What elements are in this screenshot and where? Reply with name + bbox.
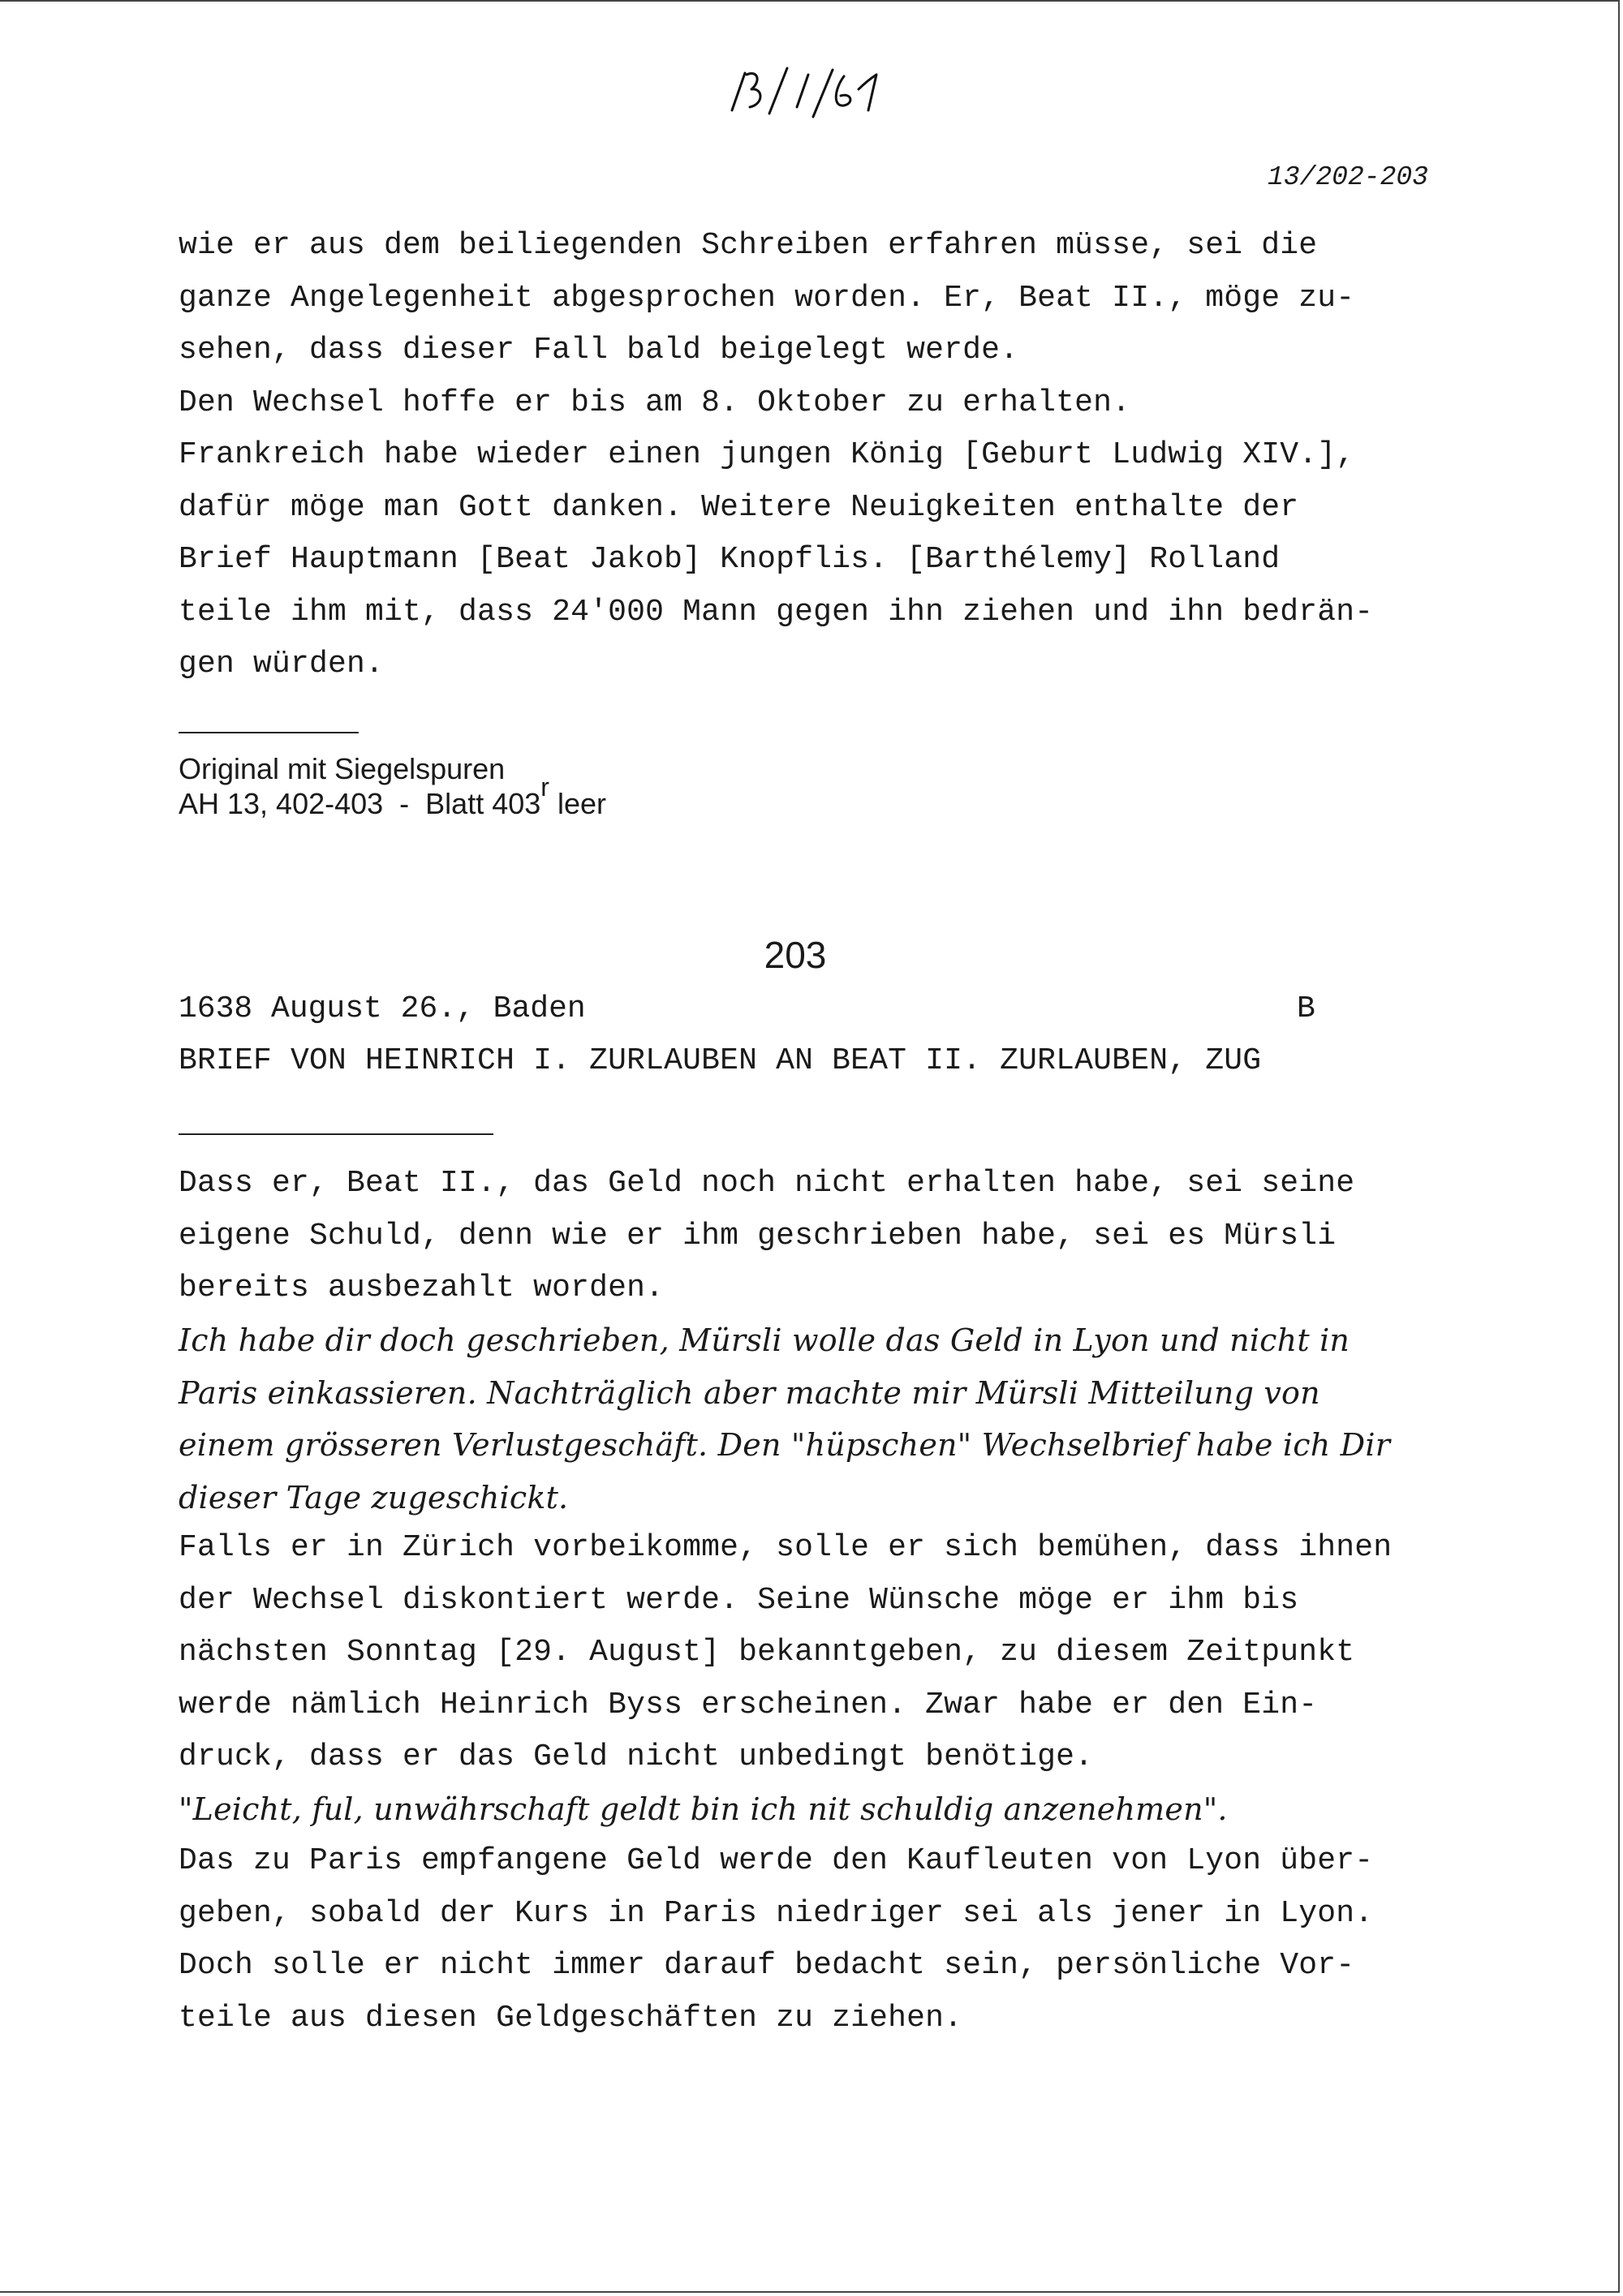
- document-type-tag: B: [1297, 991, 1315, 1026]
- text-line: sehen, dass dieser Fall bald beigelegt werde.: [179, 333, 1019, 368]
- quote-line: einem grösseren Verlustgeschäft. Den "hüpschen" Wechselbrief habe ich Dir: [179, 1427, 1391, 1463]
- document-number: 203: [764, 934, 827, 976]
- source-note: [179, 751, 606, 823]
- text-line: Doch solle er nicht immer darauf bedacht sein, persönliche Vor-: [179, 1948, 1355, 1983]
- recto-superscript: r: [540, 772, 549, 802]
- text-line: Das zu Paris empfangene Geld werde den Kaufleuten von Lyon über-: [179, 1843, 1374, 1878]
- quote-line: Paris einkassieren. Nachträglich aber machte mir Mürsli Mitteilung von: [179, 1374, 1320, 1411]
- text-line: teile ihm mit, dass 24'000 Mann gegen ihn ziehen und ihn bedrän-: [179, 594, 1374, 630]
- source-note-line: [179, 772, 606, 823]
- quote-line: dieser Tage zugeschickt.: [179, 1479, 569, 1516]
- title-divider: [179, 1133, 493, 1135]
- archive-reference: AH 13, 402-403 - Blatt 403: [179, 787, 541, 820]
- text-line: Frankreich habe wieder einen jungen König [Geburt Ludwig XIV.],: [179, 437, 1355, 472]
- dateline: 1638 August 26., Baden: [179, 991, 586, 1026]
- text-line: Dass er, Beat II., das Geld noch nicht erhalten habe, sei seine: [179, 1166, 1355, 1201]
- footnote-divider: [179, 732, 359, 733]
- text-line: teile aus diesen Geldgeschäften zu ziehen.: [179, 2000, 963, 2036]
- text-line: Falls er in Zürich vorbeikomme, solle er sich bemühen, dass ihnen: [179, 1530, 1393, 1565]
- text-line: werde nämlich Heinrich Byss erscheinen. Zwar habe er den Ein-: [179, 1687, 1318, 1722]
- quoted-passage-2: [179, 1783, 1477, 1836]
- quoted-passage-1: [179, 1314, 1477, 1524]
- text-line: nächsten Sonntag [29. August] bekanntgeben, zu diesem Zeitpunkt: [179, 1635, 1355, 1670]
- document-title: BRIEF VON HEINRICH I. ZURLAUBEN AN BEAT II. ZURLAUBEN, ZUG: [179, 1043, 1262, 1078]
- text-line: Brief Hauptmann [Beat Jakob] Knopflis. [Barthélemy] Rolland: [179, 542, 1281, 577]
- text-line: wie er aus dem beiliegenden Schreiben erfahren müsse, sei die: [179, 228, 1318, 263]
- text-line: geben, sobald der Kurs in Paris niedriger sei als jener in Lyon.: [179, 1895, 1374, 1931]
- handwritten-archive-mark: [722, 57, 933, 122]
- blank-note: leer: [549, 787, 606, 820]
- body-paragraph-3: [179, 1835, 1477, 2044]
- text-line: eigene Schuld, denn wie er ihm geschrieben habe, sei es Mürsli: [179, 1218, 1337, 1253]
- text-line: ganze Angelegenheit abgesprochen worden. Er, Beat II., möge zu-: [179, 280, 1355, 316]
- text-line: Den Wechsel hoffe er bis am 8. Oktober zu erhalten.: [179, 385, 1131, 420]
- text-line: bereits ausbezahlt worden.: [179, 1271, 665, 1305]
- source-note-line: Original mit Siegelspuren: [179, 752, 506, 785]
- text-line: der Wechsel diskontiert werde. Seine Wünsche möge er ihm bis: [179, 1582, 1299, 1618]
- text-line: dafür möge man Gott danken. Weitere Neuigkeiten enthalte der: [179, 489, 1299, 525]
- body-paragraph-1: [179, 1158, 1477, 1315]
- quote-line: "Leicht, ful, unwährschaft geldt bin ich nit schuldig anzenehmen".: [179, 1791, 1228, 1827]
- body-paragraph-2: [179, 1522, 1477, 1784]
- page-reference: 13/202-203: [1267, 162, 1428, 192]
- quote-line: Ich habe dir doch geschrieben, Mürsli wolle das Geld in Lyon und nicht in: [179, 1322, 1350, 1358]
- text-line: druck, dass er das Geld nicht unbedingt benötige.: [179, 1739, 1094, 1774]
- text-line: gen würden.: [179, 647, 385, 681]
- top-paragraph: [179, 220, 1477, 691]
